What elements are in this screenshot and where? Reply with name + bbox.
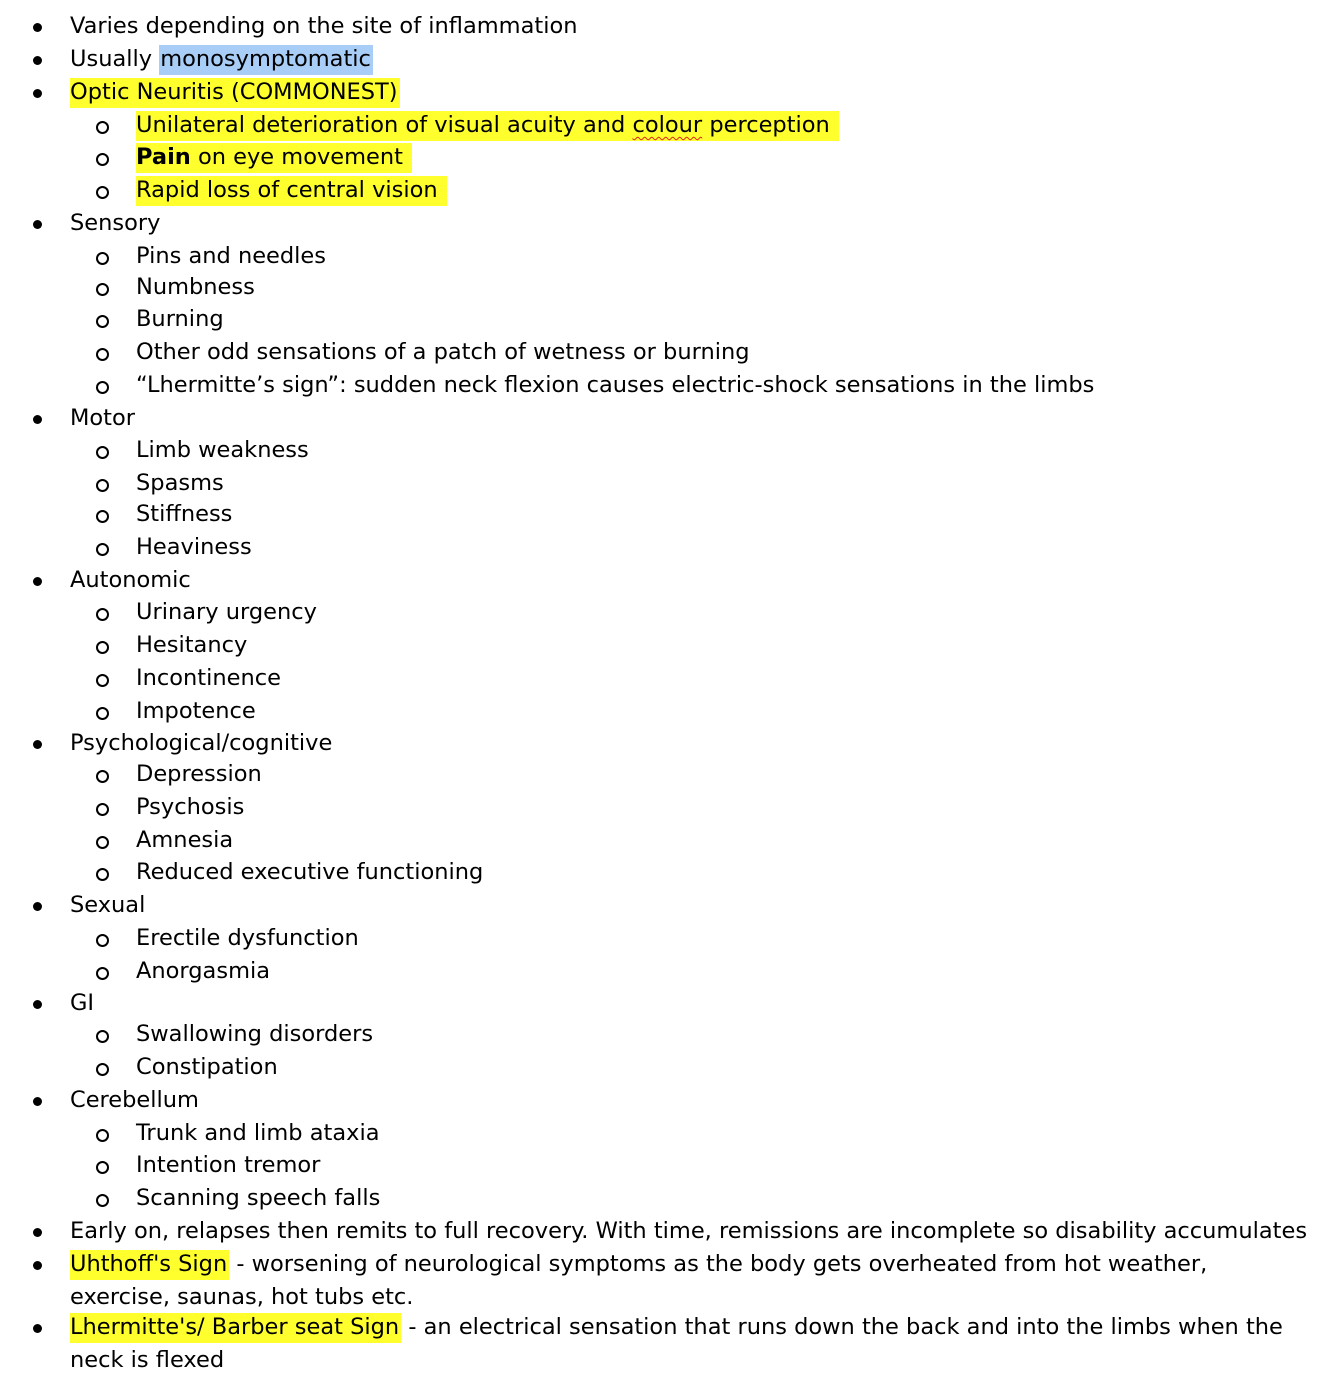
sub-list-item [0,922,1320,955]
text-segment: - an electrical sensation that runs down the back and into the limbs when the neck is flexed [70,1314,1283,1373]
sub-list-item [0,1117,1320,1150]
list-item [0,10,1320,43]
sub-list-item-text: Reduced executive functioning [136,859,484,885]
list-item-text: Sensory [70,210,161,236]
sub-list-item [0,1018,1320,1051]
list-item-text [70,43,373,76]
sub-list-item [0,695,1320,728]
sub-list-item [0,141,1320,174]
text-segment: Unilateral deterioration of visual acuity and [136,112,633,138]
sub-list-item [0,531,1320,564]
highlighted-text: Optic Neuritis (COMMONEST) [70,78,400,108]
sub-list-item [0,336,1320,369]
sub-list-item-text: Pins and needles [136,243,326,269]
sub-list-item-text: Constipation [136,1054,278,1080]
list-item [0,1084,1320,1117]
list-item-text [70,76,400,109]
sub-list-item-text: Heaviness [136,534,252,560]
list-item-text: Autonomic [70,567,191,593]
list-item [0,76,1320,109]
sub-list-item [0,662,1320,695]
sub-list-item [0,791,1320,824]
sub-list-item-text: Swallowing disorders [136,1021,374,1047]
sub-list-item-text: Trunk and limb ataxia [136,1120,380,1146]
sub-list-item [0,824,1320,857]
sub-list-item [0,434,1320,467]
list-item-text [70,1248,1310,1314]
list-item [0,1311,1320,1375]
sub-list-item-text: Hesitancy [136,632,248,658]
highlighted-text [136,143,412,173]
sub-list-item-text: Spasms [136,470,224,496]
sub-list-item [0,856,1320,889]
list-item [0,1215,1320,1248]
list-item-text [70,1311,1310,1377]
sub-list-item [0,596,1320,629]
sub-list-item-text: Urinary urgency [136,599,317,625]
list-item-text: Psychological/cognitive [70,730,333,756]
sub-list-item-text: “Lhermitte’s sign”: sudden neck flexion causes electric-shock sensations in the limbs [136,372,1095,398]
sub-list-item-text: Incontinence [136,665,281,691]
sub-list-item-text: Amnesia [136,827,234,853]
sub-list-item-text: Anorgasmia [136,958,271,984]
sub-list-item [0,240,1320,273]
list-item [0,987,1320,1020]
sub-list-item-text [136,141,412,174]
sub-list-item-text [136,174,447,207]
sub-list-item-text: Erectile dysfunction [136,925,359,951]
text-segment: on eye movement [190,144,403,170]
list-item-text: Early on, relapses then remits to full recovery. With time, remissions are incomplete so disability accumulates [70,1218,1308,1244]
sub-list-item [0,271,1320,304]
sub-list-item [0,467,1320,500]
sub-list-item [0,303,1320,336]
sub-list-item-text: Scanning speech falls [136,1185,381,1211]
sub-list-item [0,369,1320,402]
list-item-text: Sexual [70,892,146,918]
sub-list-item [0,109,1320,142]
list-item [0,1248,1320,1312]
sub-list-item-text: Limb weakness [136,437,309,463]
list-item [0,43,1320,76]
list-item-text: GI [70,990,95,1016]
sub-list-item [0,174,1320,207]
sub-list-item-text: Stiffness [136,501,233,527]
sub-list-item-text: Other odd sensations of a patch of wetness or burning [136,339,750,365]
list-item [0,727,1320,760]
highlighted-text [136,176,447,206]
sub-list-item [0,955,1320,988]
sub-list-item [0,758,1320,791]
highlighted-text: Lhermitte's/ Barber seat Sign [70,1313,401,1343]
list-item-text: Motor [70,405,136,431]
bold-text: Pain [136,144,191,170]
text-segment: perception [702,112,830,138]
misspelled-word[interactable]: colour [632,112,703,138]
highlighted-text: Uhthoff's Sign [70,1250,229,1280]
sub-list-item-text: Intention tremor [136,1152,321,1178]
sub-list-item-text: Numbness [136,274,255,300]
sub-list-item-text: Impotence [136,698,256,724]
sub-list-item-text: Depression [136,761,262,787]
text-segment: Usually [70,46,160,72]
sub-list-item-text: Psychosis [136,794,245,820]
sub-list-item [0,629,1320,662]
sub-list-item-text: Burning [136,306,224,332]
sub-list-item [0,498,1320,531]
list-item [0,564,1320,597]
sub-list-item [0,1051,1320,1084]
list-item [0,402,1320,435]
highlighted-text [136,111,839,141]
list-item-text: Cerebellum [70,1087,199,1113]
text-segment: - worsening of neurological symptoms as the body gets overheated from hot weather, exercise, saunas, hot tubs etc. [70,1251,1208,1310]
sub-list-item-text [136,109,839,142]
list-item [0,207,1320,240]
list-item-text: Varies depending on the site of inflammation [70,13,578,39]
text-segment: Rapid loss of central vision [136,177,438,203]
sub-list-item [0,1182,1320,1215]
list-item [0,889,1320,922]
selected-text-highlight[interactable]: monosymptomatic [159,45,373,75]
sub-list-item [0,1149,1320,1182]
